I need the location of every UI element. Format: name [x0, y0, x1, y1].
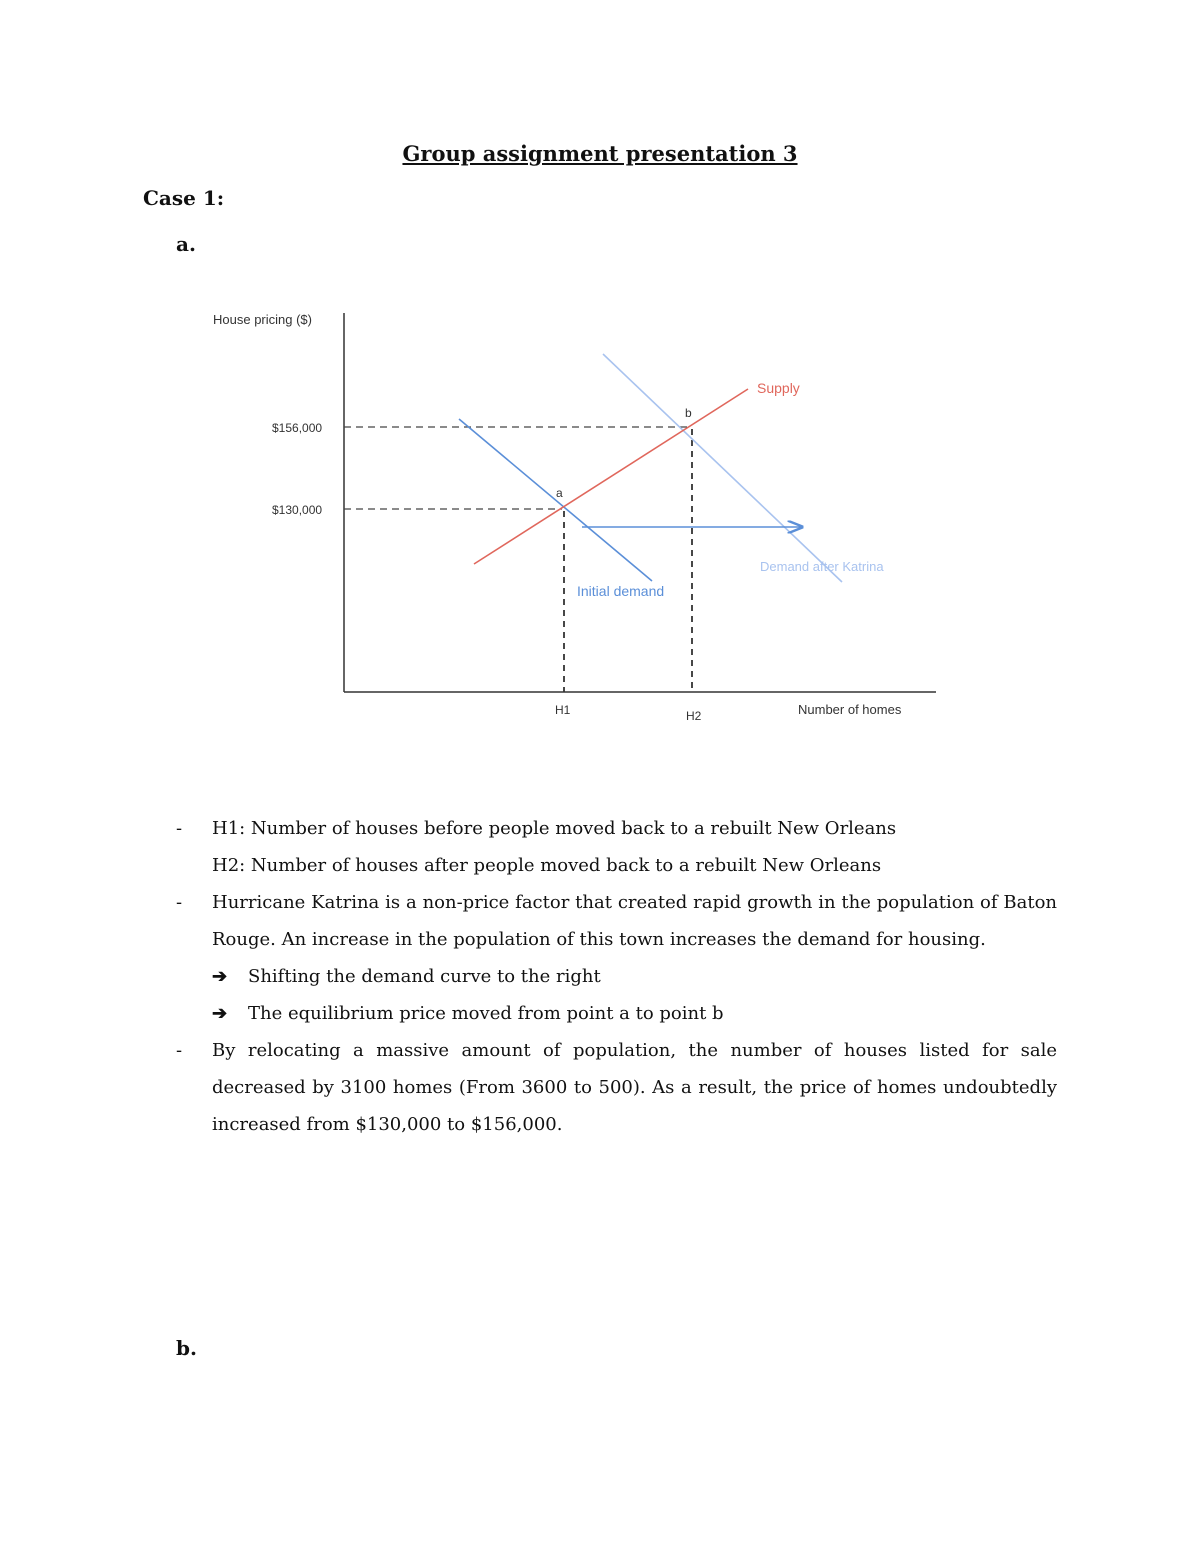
arrow-right-icon: ➔ [212, 966, 228, 987]
bullet-dash: - [176, 1040, 183, 1061]
bullet-dash: - [176, 818, 183, 839]
supply-demand-chart [200, 300, 960, 740]
supply-line [474, 389, 748, 564]
initial-demand-label: Initial demand [577, 583, 665, 599]
demand-after-katrina-label: Demand after Katrina [760, 559, 884, 574]
initial-demand-line [459, 419, 652, 581]
arrow-item-text: Shifting the demand curve to the right [248, 966, 601, 987]
y-tick-130000: $130,000 [272, 503, 323, 517]
bullet-h1-text: H1: Number of houses before people moved back to a rebuilt New Orleans [212, 818, 897, 839]
supply-label: Supply [757, 380, 800, 396]
point-a-label: a [556, 486, 563, 500]
arrow-item-text: The equilibrium price moved from point a to point b [248, 1003, 724, 1024]
part-b-label: b. [176, 1336, 197, 1360]
document-title: Group assignment presentation 3 [402, 141, 798, 166]
arrow-item-equilibrium [212, 995, 724, 1032]
demand-after-katrina-line [603, 354, 842, 582]
y-axis-label: House pricing ($) [213, 312, 312, 327]
arrow-right-icon: ➔ [212, 1003, 228, 1024]
case-heading: Case 1: [143, 186, 225, 210]
bullet-relocating-text: By relocating a massive amount of population, the number of houses listed for sale decreased by 3100 homes (From 3600 to 500). As a result, the price of homes undoubtedly increased from $130,000 to $156,000. [212, 1040, 1057, 1135]
arrow-item-shift [212, 958, 601, 995]
y-tick-156000: $156,000 [272, 421, 323, 435]
x-tick-h2: H2 [686, 709, 702, 723]
x-axis-label: Number of homes [798, 702, 902, 717]
point-b-label: b [685, 406, 692, 420]
bullet-katrina-text: Hurricane Katrina is a non-price factor that created rapid growth in the population of Baton Rouge. An increase in the population of this town increases the demand for housing. [212, 892, 1057, 950]
x-tick-h1: H1 [555, 703, 571, 717]
bullet-h2-text: H2: Number of houses after people moved back to a rebuilt New Orleans [212, 855, 882, 876]
part-a-label: a. [176, 232, 196, 256]
bullet-dash: - [176, 892, 183, 913]
